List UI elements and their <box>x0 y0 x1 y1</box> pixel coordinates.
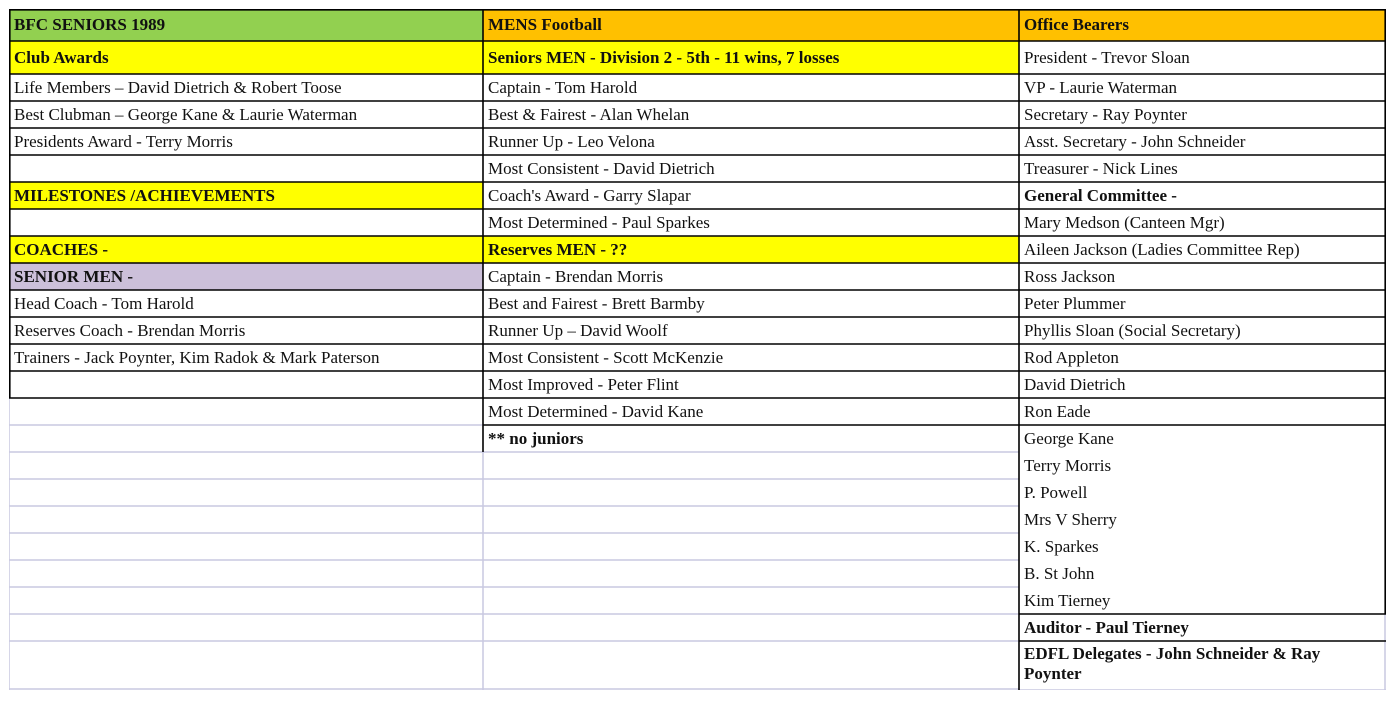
cell-a[interactable] <box>9 155 483 182</box>
cell-c[interactable]: Kim Tierney <box>1024 590 1111 610</box>
cell-c[interactable]: Secretary - Ray Poynter <box>1024 104 1187 124</box>
cell-c[interactable]: President - Trevor Sloan <box>1024 47 1190 67</box>
cell-a[interactable]: Best Clubman – George Kane & Laurie Waterman <box>14 104 358 124</box>
section-reserves-men[interactable]: Reserves MEN - ?? <box>483 236 1019 263</box>
cell-b[interactable]: Most Consistent - David Dietrich <box>488 158 715 178</box>
cell-c[interactable]: Mrs V Sherry <box>1024 509 1117 529</box>
cell-b[interactable]: Most Determined - David Kane <box>488 401 704 421</box>
cell-c[interactable]: Aileen Jackson (Ladies Committee Rep) <box>1024 239 1300 259</box>
cell-c[interactable]: Peter Plummer <box>1024 293 1126 313</box>
cell-b[interactable]: Captain - Tom Harold <box>488 77 638 97</box>
cell-a[interactable]: Life Members – David Dietrich & Robert Toose <box>14 77 342 97</box>
cell-b[interactable]: Most Determined - Paul Sparkes <box>488 212 710 232</box>
cell-b[interactable]: Best & Fairest - Alan Whelan <box>488 104 690 124</box>
edfl-delegates-cell[interactable]: EDFL Delegates - John Schneider & Ray Poynter <box>1024 644 1321 683</box>
cell-b[interactable]: Best and Fairest - Brett Barmby <box>488 293 705 313</box>
auditor-cell[interactable]: Auditor - Paul Tierney <box>1024 617 1189 637</box>
header-mens-football[interactable]: MENS Football <box>483 9 1019 41</box>
cell-a[interactable]: Presidents Award - Terry Morris <box>14 131 233 151</box>
subsection-senior-men[interactable]: SENIOR MEN - <box>9 263 483 290</box>
section-coaches[interactable]: COACHES - <box>9 236 483 263</box>
cell-b[interactable]: Most Improved - Peter Flint <box>488 374 679 394</box>
cell-c[interactable]: Rod Appleton <box>1024 347 1119 367</box>
cell-b[interactable]: Runner Up - Leo Velona <box>488 131 655 151</box>
note-no-juniors[interactable]: ** no juniors <box>488 428 584 448</box>
cell-c[interactable]: David Dietrich <box>1024 374 1126 394</box>
cell-a[interactable]: Head Coach - Tom Harold <box>14 293 194 313</box>
cell-c[interactable]: P. Powell <box>1024 482 1088 502</box>
header-office-bearers[interactable]: Office Bearers <box>1019 9 1386 41</box>
section-club-awards[interactable]: Club Awards <box>9 41 483 74</box>
cell-b[interactable]: Captain - Brendan Morris <box>488 266 664 286</box>
cell-a[interactable]: Trainers - Jack Poynter, Kim Radok & Mark Paterson <box>14 347 380 367</box>
cell-b[interactable]: Most Consistent - Scott McKenzie <box>488 347 724 367</box>
cell-c[interactable]: Ron Eade <box>1024 401 1091 421</box>
cell-b[interactable]: Runner Up – David Woolf <box>488 320 668 340</box>
cell-c[interactable]: Ross Jackson <box>1024 266 1116 286</box>
cell-c[interactable]: George Kane <box>1024 428 1114 448</box>
cell-c[interactable]: Phyllis Sloan (Social Secretary) <box>1024 320 1241 340</box>
cell-c[interactable]: K. Sparkes <box>1024 536 1099 556</box>
cell-c[interactable]: Asst. Secretary - John Schneider <box>1024 131 1246 151</box>
general-committee-label[interactable]: General Committee - <box>1024 185 1177 205</box>
section-seniors-men[interactable]: Seniors MEN - Division 2 - 5th - 11 wins, 7 losses <box>483 41 1019 74</box>
cell-c[interactable]: Treasurer - Nick Lines <box>1024 158 1178 178</box>
cell-c[interactable]: Mary Medson (Canteen Mgr) <box>1024 212 1225 232</box>
cell-a[interactable] <box>9 209 483 236</box>
spreadsheet-table <box>9 9 1386 690</box>
header-club[interactable]: BFC SENIORS 1989 <box>9 9 483 41</box>
cell-c[interactable]: B. St John <box>1024 563 1095 583</box>
cell-c[interactable]: VP - Laurie Waterman <box>1024 77 1177 97</box>
section-milestones[interactable]: MILESTONES /ACHIEVEMENTS <box>9 182 483 209</box>
cell-a[interactable]: Reserves Coach - Brendan Morris <box>14 320 246 340</box>
cell-b[interactable]: Coach's Award - Garry Slapar <box>488 185 691 205</box>
cell-c[interactable]: Terry Morris <box>1024 455 1112 475</box>
